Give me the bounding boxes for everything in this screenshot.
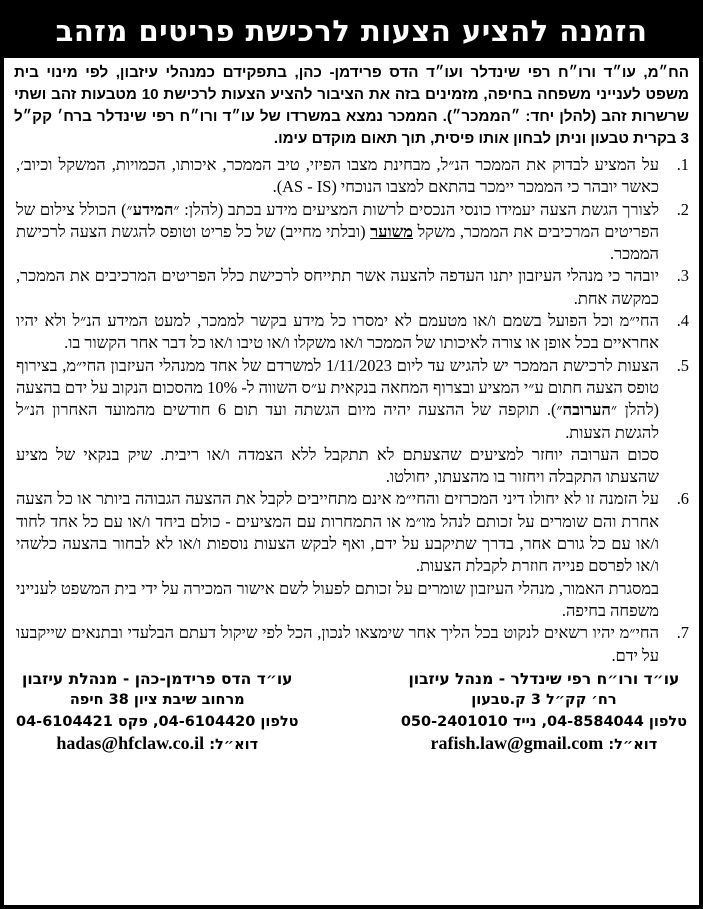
item-body <box>16 488 659 622</box>
list-item <box>16 154 689 199</box>
item-body <box>16 154 659 199</box>
item-number: 3. <box>676 266 689 286</box>
item-body <box>16 622 659 667</box>
signatory-name: עו״ד ורו״ח רפי שינדלר - מנהל עיזבון <box>408 669 680 688</box>
email-label: דוא״ל: <box>209 737 259 754</box>
signatory-address: רח׳ קק״ל 3 ק.טבעון <box>471 692 617 709</box>
item-body <box>16 265 659 310</box>
item-text <box>16 265 659 310</box>
list-item <box>16 488 689 622</box>
list-item <box>16 199 689 266</box>
notice-title: הזמנה להציע הצעות לרכישת פריטים מזהב <box>4 4 699 58</box>
text-segment: סכום הערובה יוחזר למציעים שהצעתם לא תתקבל ללא הצמדה ו/או ריבית. שיק בנקאי של מציע שהצעתו התקבלה ויחזור בו מהצעתו, יחולטו. <box>16 444 659 487</box>
signatory-name: עו״ד הדס פרידמן-כהן - מנהלת עיזבון <box>22 669 293 688</box>
signature-block <box>16 669 299 757</box>
item-number: 5. <box>676 355 689 375</box>
terms-list <box>4 150 699 667</box>
signatures <box>4 669 699 757</box>
item-body <box>16 199 659 266</box>
list-item <box>16 622 689 667</box>
item-continuation <box>16 578 659 623</box>
signatory-phones: טלפון 04-8584044, נייד 050-2401010 <box>400 713 687 730</box>
item-text <box>16 488 659 577</box>
signature-block <box>401 669 687 757</box>
text-segment: (ובלתי מחייב) של כל פריט וטופס להגשת הצעה לרכישת הממכר. <box>16 221 659 264</box>
item-number: 4. <box>676 311 689 331</box>
item-number: 1. <box>676 155 689 174</box>
list-item <box>16 265 689 310</box>
defined-term: הערובה <box>562 400 611 420</box>
item-number: 2. <box>676 199 689 219</box>
text-segment: במסגרת האמור, מנהלי העיזבון שומרים על זכותם לפעול לשם אישור המכירה על ידי בית המשפט לענייני משפחה בחיפה. <box>16 578 659 620</box>
text-segment: על המציע לבדוק את הממכר הנ״ל, מבחינת מצבו הפיזי, טיב הממכר, איכותו, הכמויות, המשקל וכיוב׳, כאשר יובהר כי הממכר יימכר בהתאם למצבו הנוכחי (AS - IS). <box>16 155 659 197</box>
text-segment: לצורך הגשת הצעה יעמידו כונסי הנכסים לרשות המציעים מידע בכתב (להלן: ״ <box>173 199 659 219</box>
item-text <box>16 355 659 444</box>
email-link[interactable]: rafish.law@gmail.com <box>430 733 604 754</box>
signatory-phones: טלפון 04-6104420, פקס 04-6104421 <box>16 713 299 730</box>
email-link[interactable]: hadas@hfclaw.co.il <box>56 733 205 754</box>
text-segment: ״). תוקפה של ההצעה יהיה מיום הגשתה ועד תום 6 חודשים מהמועד האחרון הנ״ל להגשת הצעות. <box>16 400 659 442</box>
text-segment: הצעות לרכישת הממכר יש להגיש עד ליום 1/11/2023 למשרדם של אחד ממנהלי העיזבון החי״מ, בצירוף טופס הצעה חתום ע״י המציע ובצרוף המחאה בנקאית ע״ס השווה ל- 10% מהסכום הנקוב על ידם בהצעה (להלן ״ <box>16 355 659 420</box>
text-segment: ״) הכולל צילום של הפריטים המרכיבים את הממכר, משקל <box>16 199 659 241</box>
intro-paragraph: הח״מ, עו״ד ורו״ח רפי שינדלר ועו״ד הדס פרידמן- כהן, בתפקידם כמנהלי עיזבון, לפי מינוי בית משפט לענייני משפחה בחיפה, מזמינים בזה את הציבור להציע הצעות לרכישת 10 מטבעות זהב ושתי שרשרות זהב (להלן יחד: ״הממכר״). הממכר נמצא במשרדו של עו״ד ורו״ח רפי שינדלר ברח׳ קק״ל 3 בקרית טבעון וניתן לבחון אותו פיסית, תוך תאום מוקדם עימו. <box>14 64 689 147</box>
item-number: 7. <box>676 623 689 643</box>
text-segment: על הזמנה זו לא יחולו דיני המכרזים והחי״מ אינם מתחייבים לקבל את ההצעה הגבוהה ביותר או כל הצעה אחרת והם שומרים על זכותם לנהל מו״מ או התמחרות עם המציעים - כולם ביחד ו/או עם כל אחד לחוד ו/או עם כל גורם אחר, בדרך שתיקבע על ידם, ואף לבקש הצעות נוספות ו/או לא לבחור בהצעה כלשהי ו/או לפרסם פנייה חוזרת לקבלת הצעות. <box>16 489 659 576</box>
text-segment: החי״מ וכל הפועל בשמם ו/או מטעמם לא ימסרו כל מידע בקשר לממכר, למעט המידע הנ״ל ולא יהיו אחראיים בכל אופן או צורה לאיכותו של הממכר ו/או משקלו ו/או טיבו ו/או כל דבר אחר הקשור בו. <box>16 311 659 353</box>
email-line <box>401 733 687 757</box>
item-number: 6. <box>676 489 689 509</box>
item-text <box>16 310 659 355</box>
item-text <box>16 199 659 266</box>
email-label: דוא״ל: <box>608 737 658 754</box>
text-segment: החי״מ יהיו רשאים לנקוט בכל הליך אחר שימצאו לנכון, הכל לפי שיקול דעתם הבלעדי ובתנאים שייקבעו על ידם. <box>16 623 659 665</box>
list-item <box>16 310 689 355</box>
item-continuation <box>16 444 659 489</box>
text-segment: יובהר כי מנהלי העיזבון יתנו העדפה להצעה אשר תתייחס לרכישת כלל הפריטים המרכיבים את הממכר, כמקשה אחת. <box>16 266 659 308</box>
signatory-address: מרחוב שיבת ציון 38 חיפה <box>69 692 245 709</box>
item-body <box>16 310 659 355</box>
defined-term: המידע <box>132 199 174 219</box>
email-line <box>16 733 299 757</box>
item-body <box>16 355 659 489</box>
list-item <box>16 355 689 489</box>
defined-term: משוער <box>370 221 413 241</box>
item-text <box>16 622 659 667</box>
item-text <box>16 154 659 199</box>
